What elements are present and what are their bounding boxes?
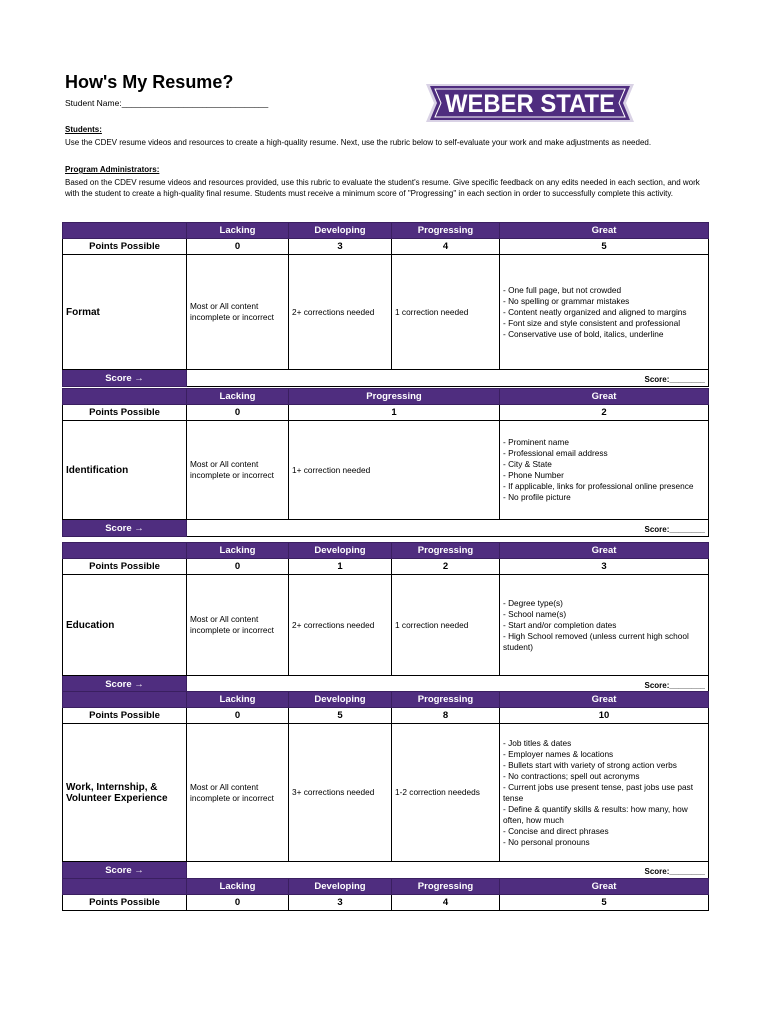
points-developing: 3: [289, 895, 392, 911]
points-great: 10: [500, 708, 709, 724]
svg-text:WEBER STATE: WEBER STATE: [445, 90, 615, 118]
points-developing: 3: [289, 239, 392, 255]
desc-progressing: 1+ correction needed: [289, 421, 500, 520]
points-progressing: 8: [392, 708, 500, 724]
points-progressing: 4: [392, 895, 500, 911]
desc-progressing: 1 correction needed: [392, 575, 500, 676]
great-item: - Current jobs use present tense, past jobs use past tense: [503, 781, 694, 803]
great-item: - Job titles & dates: [503, 737, 572, 748]
criterion-name: Format: [63, 255, 187, 370]
level-great: Great: [500, 543, 709, 559]
points-possible-label: Points Possible: [63, 239, 187, 255]
score-field[interactable]: Score:________: [187, 862, 709, 879]
level-progressing: Progressing: [392, 223, 500, 239]
weber-state-logo: [426, 80, 634, 126]
header-blank: [63, 389, 187, 405]
desc-lacking: Most or All content incomplete or incorrect: [187, 421, 289, 520]
points-great: 2: [500, 405, 709, 421]
criterion-name: Work, Internship, & Volunteer Experience: [63, 724, 187, 862]
level-developing: Developing: [289, 692, 392, 708]
great-item: - Bullets start with variety of strong action verbs: [503, 759, 677, 770]
admins-text: Based on the CDEV resume videos and resources provided, use this rubric to evaluate the student's resume. Give specific feedback on any edits needed in each section, and work with the student to create a high-quality final resume. Students must receive a minimum score of "Progressing" in each section in order to successfully complete this activity.: [65, 178, 700, 198]
desc-developing: 3+ corrections needed: [289, 724, 392, 862]
score-field[interactable]: Score:________: [187, 370, 709, 387]
criterion-name: Education: [63, 575, 187, 676]
format-rubric: [62, 222, 709, 387]
great-item: - Degree type(s): [503, 597, 563, 608]
score-label: Score →: [63, 862, 187, 879]
score-field[interactable]: Score:________: [187, 676, 709, 693]
students-heading: Students:: [65, 125, 102, 134]
desc-developing: 2+ corrections needed: [289, 575, 392, 676]
desc-great: [500, 255, 709, 370]
great-item: - Employer names & locations: [503, 748, 614, 759]
points-developing: 1: [289, 559, 392, 575]
level-lacking: Lacking: [187, 692, 289, 708]
level-great: Great: [500, 223, 709, 239]
great-item: - No spelling or grammar mistakes: [503, 295, 630, 306]
level-great: Great: [500, 389, 709, 405]
great-item: - Font size and style consistent and professional: [503, 317, 681, 328]
points-possible-label: Points Possible: [63, 895, 187, 911]
desc-great: [500, 724, 709, 862]
points-possible-label: Points Possible: [63, 559, 187, 575]
desc-progressing: 1-2 correction neededs: [392, 724, 500, 862]
page-title: How's My Resume?: [65, 72, 234, 92]
points-lacking: 0: [187, 895, 289, 911]
level-lacking: Lacking: [187, 879, 289, 895]
admins-heading: Program Administrators:: [65, 165, 160, 174]
points-progressing: 4: [392, 239, 500, 255]
desc-lacking: Most or All content incomplete or incorrect: [187, 724, 289, 862]
great-item: - Start and/or completion dates: [503, 619, 617, 630]
level-progressing: Progressing: [392, 879, 500, 895]
great-item: - No profile picture: [503, 492, 571, 502]
level-developing: Developing: [289, 879, 392, 895]
points-lacking: 0: [187, 559, 289, 575]
desc-progressing: 1 correction needed: [392, 255, 500, 370]
points-developing: 5: [289, 708, 392, 724]
points-progressing: 2: [392, 559, 500, 575]
points-lacking: 0: [187, 405, 289, 421]
header-blank: [63, 879, 187, 895]
education-rubric: [62, 542, 709, 693]
great-item: - One full page, but not crowded: [503, 284, 622, 295]
level-progressing: Progressing: [289, 389, 500, 405]
points-possible-label: Points Possible: [63, 405, 187, 421]
level-great: Great: [500, 879, 709, 895]
great-item: - If applicable, links for professional online presence: [503, 481, 694, 491]
criterion-name: Identification: [63, 421, 187, 520]
points-great: 5: [500, 895, 709, 911]
points-great: 3: [500, 559, 709, 575]
header-blank: [63, 692, 187, 708]
great-item: - Phone Number: [503, 470, 564, 480]
great-item: - Prominent name: [503, 437, 569, 447]
points-lacking: 0: [187, 239, 289, 255]
level-progressing: Progressing: [392, 692, 500, 708]
great-item: - Content neatly organized and aligned to margins: [503, 306, 687, 317]
great-item: - Conservative use of bold, italics, underline: [503, 328, 664, 339]
points-possible-label: Points Possible: [63, 708, 187, 724]
student-name-field[interactable]: Student Name:_______________________________: [65, 98, 269, 108]
desc-developing: 2+ corrections needed: [289, 255, 392, 370]
students-text: Use the CDEV resume videos and resources to create a high-quality resume. Next, use the rubric below to self-evaluate your work and make adjustments as needed.: [65, 138, 652, 147]
great-item: - School name(s): [503, 608, 567, 619]
level-lacking: Lacking: [187, 389, 289, 405]
points-lacking: 0: [187, 708, 289, 724]
score-label: Score →: [63, 676, 187, 693]
desc-lacking: Most or All content incomplete or incorrect: [187, 575, 289, 676]
desc-lacking: Most or All content incomplete or incorrect: [187, 255, 289, 370]
level-great: Great: [500, 692, 709, 708]
header-blank: [63, 543, 187, 559]
header-blank: [63, 223, 187, 239]
score-label: Score →: [63, 520, 187, 537]
desc-great: [500, 575, 709, 676]
great-item: - No personal pronouns: [503, 836, 590, 847]
points-great: 5: [500, 239, 709, 255]
identification-rubric: [62, 388, 709, 537]
work-rubric: [62, 691, 709, 879]
great-item: - Define & quantify skills & results: how many, how often, how much: [503, 803, 688, 825]
level-developing: Developing: [289, 543, 392, 559]
great-item: - High School removed (unless current high school student): [503, 630, 689, 652]
great-item: - Concise and direct phrases: [503, 825, 609, 836]
score-field[interactable]: Score:________: [187, 520, 709, 537]
desc-great: [500, 421, 709, 520]
level-lacking: Lacking: [187, 543, 289, 559]
great-item: - No contractions; spell out acronyms: [503, 770, 640, 781]
great-item: - Professional email address: [503, 448, 608, 458]
points-progressing: 1: [289, 405, 500, 421]
score-label: Score →: [63, 370, 187, 387]
level-progressing: Progressing: [392, 543, 500, 559]
level-lacking: Lacking: [187, 223, 289, 239]
great-item: - City & State: [503, 459, 552, 469]
level-developing: Developing: [289, 223, 392, 239]
next-rubric: [62, 878, 709, 911]
